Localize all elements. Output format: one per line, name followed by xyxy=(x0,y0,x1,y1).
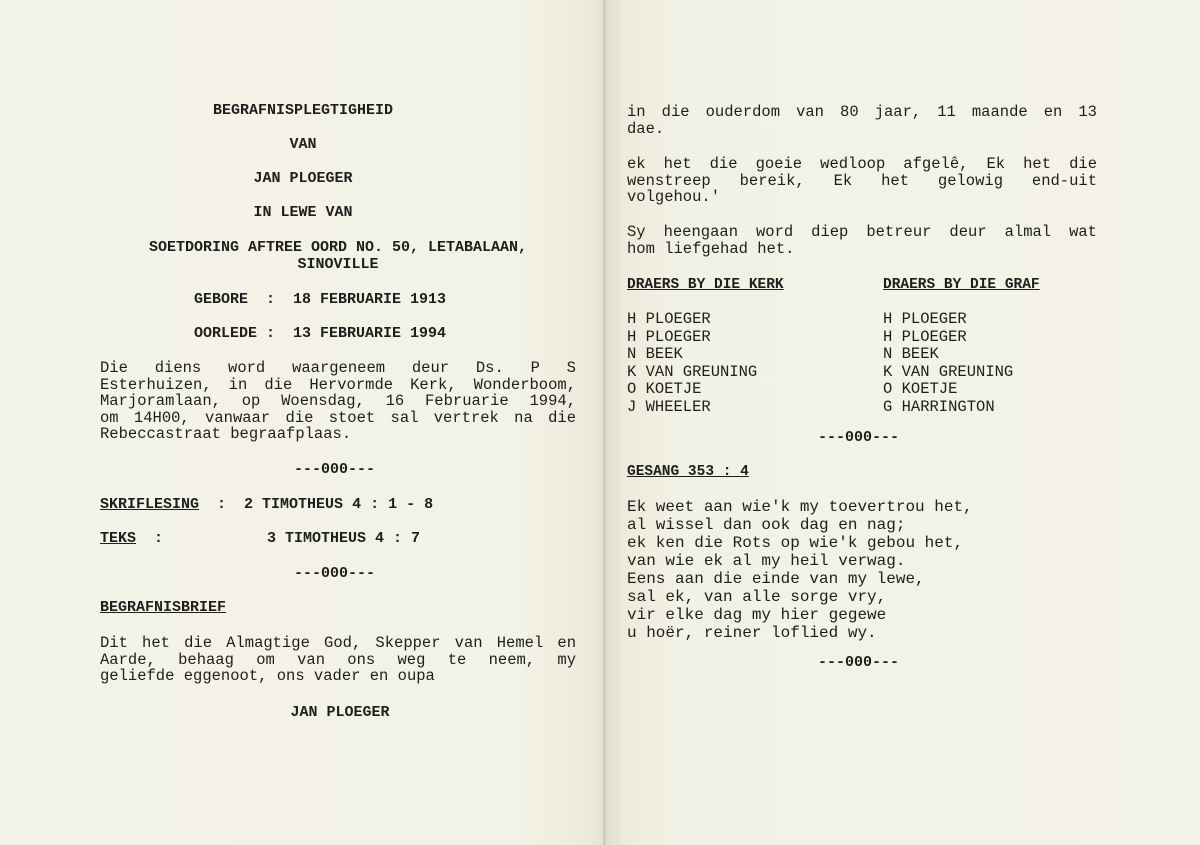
hymn-line: vir elke dag my hier gegewe xyxy=(627,606,887,624)
list-item: N BEEK xyxy=(883,345,939,363)
list-item: H PLOEGER xyxy=(883,327,967,346)
quote-paragraph xyxy=(627,156,1097,206)
list-item: G HARRINGTON xyxy=(883,397,995,416)
letter-line: Dit het die Almagtige God, Skepper van Hemel en xyxy=(100,634,576,652)
born-row: GEBORE : 18 FEBRUARIE 1913 xyxy=(194,291,447,308)
age-paragraph xyxy=(627,104,1097,137)
hymn-heading: GESANG 353 : 4 xyxy=(627,464,749,480)
separator: ---000--- xyxy=(294,461,376,478)
list-item: O KOETJE xyxy=(883,380,958,398)
list-item: H PLOEGER xyxy=(627,310,711,328)
mourn-paragraph xyxy=(627,224,1097,257)
quote-line: ek het die goeie wedloop afgelê, Ek het die xyxy=(627,155,1097,173)
reading-value: 2 TIMOTHEUS 4 : 1 - 8 xyxy=(244,496,434,513)
age-line: dae. xyxy=(627,119,665,138)
deceased-name: JAN PLOEGER xyxy=(253,170,353,187)
quote-line: wenstreep bereik, Ek het gelowig end-uit xyxy=(627,171,1097,190)
hymn-line: u hoër, reiner loflied wy. xyxy=(627,624,877,642)
right-page xyxy=(606,0,1200,845)
service-line: Esterhuizen, in die Hervormde Kerk, Wonderboom, xyxy=(100,375,576,394)
church-bearers-list xyxy=(627,311,757,416)
reading-row: SKRIFLESING : 2 TIMOTHEUS 4 : 1 - 8 xyxy=(100,496,434,513)
page-fold xyxy=(603,0,606,845)
hymn-line: Eens aan die einde van my lewe, xyxy=(627,570,925,588)
service-paragraph xyxy=(100,360,576,443)
list-item: O KOETJE xyxy=(627,380,702,398)
text-row: TEKS : xyxy=(100,530,164,547)
program-title: BEGRAFNISPLEGTIGHEID xyxy=(212,102,394,119)
letter-line: Aarde, behaag om van ons weg te neem, my xyxy=(100,650,576,669)
separator: ---000--- xyxy=(818,654,900,671)
list-item: K VAN GREUNING xyxy=(883,362,1014,381)
reading-label: SKRIFLESING xyxy=(100,496,200,513)
hymn-line: van wie ek al my heil verwag. xyxy=(627,552,906,570)
hymn-line: sal ek, van alle sorge vry, xyxy=(627,588,887,606)
service-line: Rebeccastraat begraafplaas. xyxy=(100,425,352,443)
separator: ---000--- xyxy=(818,429,900,446)
died-row: OORLEDE : 13 FEBRUARIE 1994 xyxy=(194,325,447,342)
hymn-line: Ek weet aan wie'k my toevertrou het, xyxy=(627,498,973,516)
letter-paragraph xyxy=(100,635,576,685)
service-line: Die diens word waargeneem deur Ds. P S xyxy=(100,359,576,377)
grave-bearers-heading: DRAERS BY DIE GRAF xyxy=(883,277,1040,293)
service-line: om 14H00, vanwaar die stoet sal vertrek na die xyxy=(100,408,576,427)
quote-line: volgehou.' xyxy=(627,188,721,206)
list-item: J WHEELER xyxy=(627,397,711,416)
text-value: 3 TIMOTHEUS 4 : 7 xyxy=(267,530,421,547)
born-label: GEBORE xyxy=(194,291,249,308)
in-lewe-van-label: IN LEWE VAN xyxy=(253,204,353,221)
born-date: 18 FEBRUARIE 1913 xyxy=(293,291,447,308)
church-bearers-heading: DRAERS BY DIE KERK xyxy=(627,277,784,293)
van-label: VAN xyxy=(289,136,317,153)
text-label: TEKS xyxy=(100,530,137,547)
service-line: Marjoramlaan, op Woensdag, 16 Februarie 1994, xyxy=(100,392,576,410)
address-line-2: SINOVILLE xyxy=(297,256,379,273)
mourn-line: hom liefgehad het. xyxy=(627,239,795,258)
age-line: in die ouderdom van 80 jaar, 11 maande en 13 xyxy=(627,103,1097,121)
separator: ---000--- xyxy=(294,565,376,582)
died-date: 13 FEBRUARIE 1994 xyxy=(293,325,447,342)
died-label: OORLEDE xyxy=(194,325,258,342)
address-line-1: SOETDORING AFTREE OORD NO. 50, LETABALAAN, xyxy=(148,239,528,256)
list-item: H PLOEGER xyxy=(627,327,711,346)
hymn-line: al wissel dan ook dag en nag; xyxy=(627,516,906,534)
letter-name: JAN PLOEGER xyxy=(290,704,390,721)
hymn-line: ek ken die Rots op wie'k gebou het, xyxy=(627,534,964,552)
mourn-line: Sy heengaan word diep betreur deur almal wat xyxy=(627,223,1097,241)
letter-line: geliefde eggenoot, ons vader en oupa xyxy=(100,667,435,685)
list-item: K VAN GREUNING xyxy=(627,362,758,381)
hymn-verse xyxy=(627,498,973,642)
letter-heading: BEGRAFNISBRIEF xyxy=(100,599,227,616)
list-item: H PLOEGER xyxy=(883,310,967,328)
grave-bearers-list xyxy=(883,311,1013,416)
list-item: N BEEK xyxy=(627,345,683,363)
